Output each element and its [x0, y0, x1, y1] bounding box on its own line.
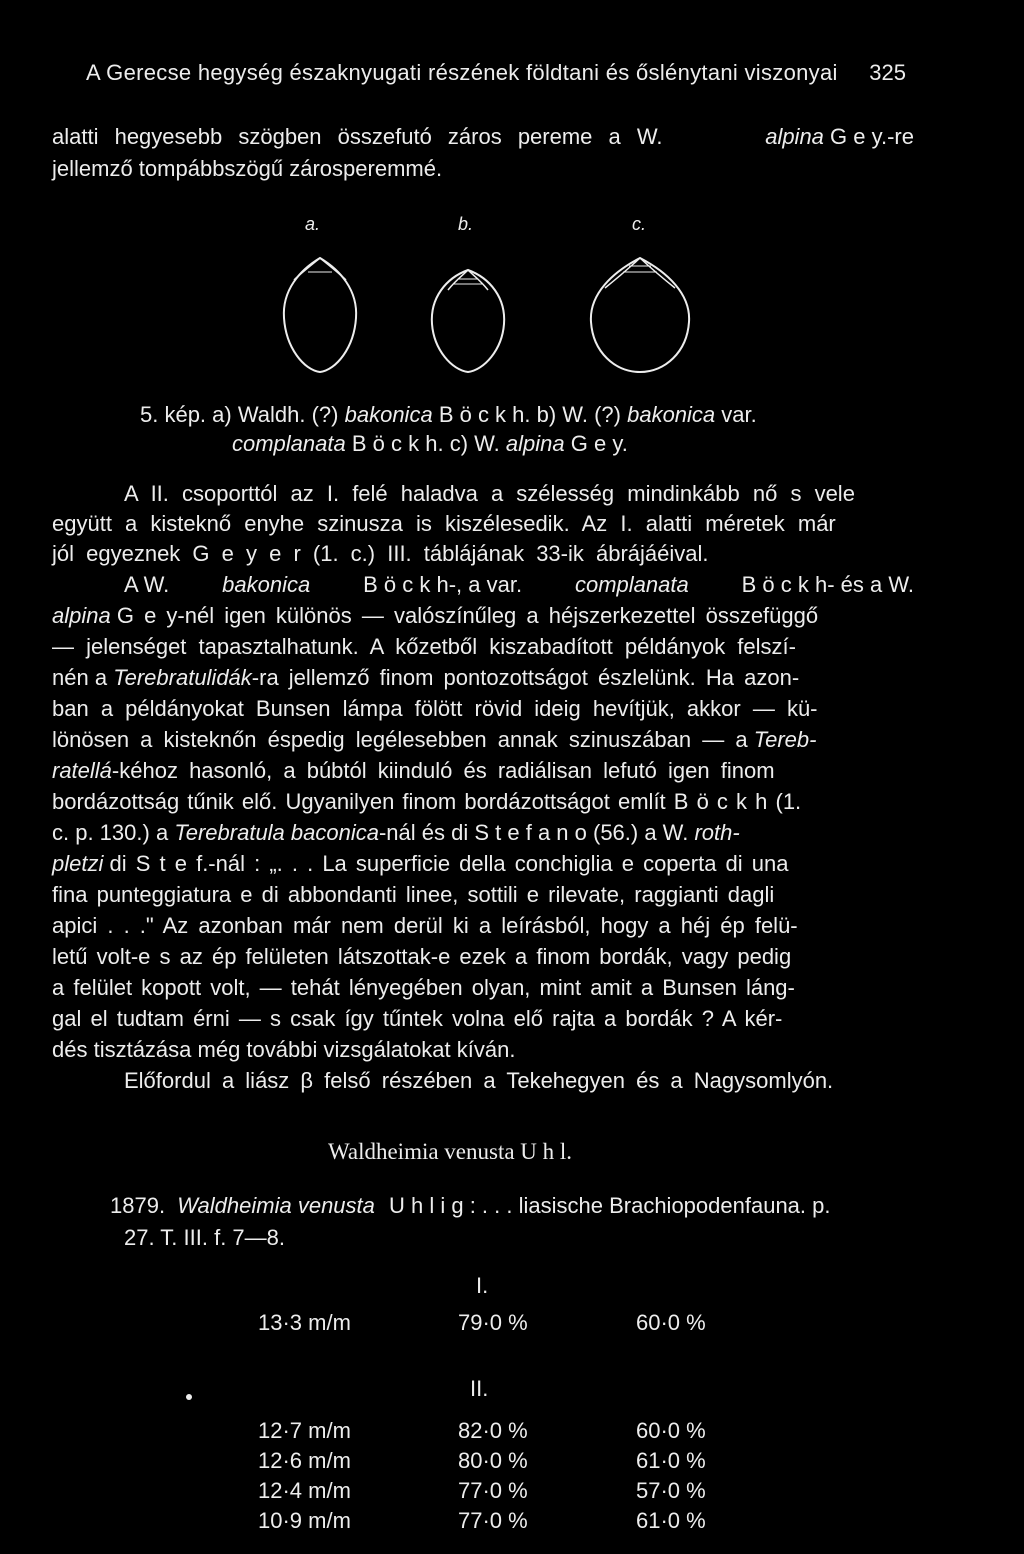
para-text: c. p. 130.) a — [52, 820, 169, 845]
para-italic: roth- — [694, 820, 740, 845]
para1-line-19: dés tisztázása még további vizsgálatokat kíván. — [52, 1037, 516, 1062]
measurement-width-ratio: 77·0 % — [458, 1508, 528, 1533]
para-italic: Tereb- — [753, 727, 817, 752]
caption-text: B ö c k h. c) W. — [351, 431, 500, 456]
intro-line-2: jellemző tompábbszögű zárosperemmé. — [52, 156, 443, 181]
para-text: együtt a kisteknő enyhe szinusza is kiszélesedik. Az I. alatti méretek már — [52, 511, 836, 536]
figure-label-c: c. — [632, 214, 647, 234]
figure — [260, 215, 720, 385]
page-number: 325 — [869, 60, 906, 85]
para-italic: alpina — [52, 603, 111, 628]
measurement-length: 12·6 m/m — [258, 1448, 351, 1473]
running-header — [86, 62, 906, 84]
para-text: A II. csoporttól az I. felé haladva a szélesség mindinkább nő s vele — [124, 481, 855, 506]
intro-author: G e y.-re — [830, 124, 914, 149]
para1-line-11: bordázottság tűnik elő. Ugyanilyen finom bordázottságot említ B ö c k h (1. — [52, 789, 802, 814]
para2-line-1: Előfordul a liász β felső részében a Tekehegyen és a Nagysomlyón. — [124, 1068, 834, 1093]
figure-caption-line-2 — [232, 433, 628, 455]
para1-line-10 — [52, 760, 775, 782]
measurement-thickness-ratio: 57·0 % — [636, 1478, 706, 1503]
para-text: A W. — [124, 572, 170, 597]
measurement-length: 12·4 m/m — [258, 1478, 351, 1503]
caption-text: G e y. — [570, 431, 628, 456]
para1-line-5 — [52, 605, 818, 627]
para-italic: pletzi — [52, 851, 104, 876]
para-text: nén a — [52, 665, 108, 690]
para1-line-18: gal el tudtam érni — s csak így tűntek volna elő rajta a bordák ? A kér- — [52, 1006, 783, 1031]
measurement-group-2-label: II. — [470, 1376, 489, 1401]
para1-line-15: apici . . ." Az azonban már nem derül ki a leírásból, hogy a héj ép felü- — [52, 913, 798, 938]
para1-line-16: letű volt-e s az ép felületen látszottak-e ezek a finom bordák, vagy pedig — [52, 944, 792, 969]
para-text: B ö c k h-, a var. — [363, 572, 523, 597]
measurement-thickness-ratio: 61·0 % — [636, 1448, 706, 1473]
para1-line-7 — [52, 667, 799, 689]
para1-line-9 — [52, 729, 816, 751]
para-italic: ratellá — [52, 758, 112, 783]
measurement-length: 13·3 m/m — [258, 1310, 351, 1335]
intro-italic: alpina — [765, 124, 824, 149]
para-text: -kéhoz hasonló, a búbtól kiinduló és radiálisan lefutó igen finom — [111, 758, 775, 783]
para1-line-4 — [124, 574, 914, 604]
measurement-group-1-label: I. — [476, 1273, 489, 1298]
para1-line-12 — [52, 822, 740, 844]
measurement-thickness-ratio: 60·0 % — [636, 1310, 706, 1335]
intro-text: alatti hegyesebb szögben összefutó záros pereme a W. — [52, 124, 663, 149]
caption-italic: complanata — [232, 431, 346, 456]
para-text: -ra jellemző finom pontozottságot észlelünk. Ha azon- — [251, 665, 800, 690]
caption-italic: alpina — [505, 431, 565, 456]
figure-label-a: a. — [305, 214, 321, 234]
para1-line-6: — jelenséget tapasztalhatunk. A kőzetből kiszabadított példányok felszí- — [52, 634, 796, 659]
caption-text: B ö c k h. b) W. (?) — [438, 402, 621, 427]
measurement-width-ratio: 82·0 % — [458, 1418, 528, 1443]
para-text: B ö c k h- és a W. — [741, 572, 914, 597]
para-text: G e y-nél igen különös — valószínűleg a héjszerkezettel összefüggő — [116, 603, 819, 628]
shell-outline-a — [270, 250, 370, 380]
stray-dot — [186, 1394, 192, 1400]
caption-italic: bakonica — [627, 402, 716, 427]
reference-year: 1879. — [110, 1193, 166, 1218]
para-italic: Terebratulidák — [113, 665, 252, 690]
para1-line-8: ban a példányokat Bunsen lámpa fölött rövid ideig hevítjük, akkor — kü- — [52, 696, 818, 721]
measurement-width-ratio: 77·0 % — [458, 1478, 528, 1503]
species-heading: Waldheimia venusta U h l. — [328, 1139, 573, 1164]
species-reference-line-1 — [110, 1195, 831, 1217]
para-italic: Terebratula baconica — [174, 820, 379, 845]
para-italic: bakonica — [222, 572, 311, 597]
intro-line-1 — [52, 126, 914, 156]
shell-outline-b — [418, 250, 518, 380]
measurement-thickness-ratio: 61·0 % — [636, 1508, 706, 1533]
figure-caption-line-1 — [140, 404, 757, 426]
para1-line-13 — [52, 853, 789, 875]
species-reference-line-2: 27. T. III. f. 7—8. — [124, 1225, 286, 1250]
reference-text: U h l i g : . . . liasische Brachiopodenfauna. p. — [389, 1193, 831, 1218]
caption-text: var. — [721, 402, 757, 427]
para-text: -nál és di S t e f a n o (56.) a W. — [378, 820, 689, 845]
measurement-length: 10·9 m/m — [258, 1508, 351, 1533]
para-text: di S t e f.-nál : „. . . La superficie della conchiglia e coperta di una — [109, 851, 789, 876]
caption-italic: bakonica — [344, 402, 433, 427]
para1-line-1 — [124, 483, 914, 513]
running-title: A Gerecse hegység északnyugati részének földtani és őslénytani viszonyai — [86, 60, 838, 85]
para1-line-17: a felület kopott volt, — tehát lényegében olyan, mint amit a Bunsen láng- — [52, 975, 795, 1000]
shell-outline-c — [575, 250, 705, 380]
para1-line-14: fina punteggiatura e di abbondanti linee, sottili e rilevate, raggianti dagli — [52, 882, 775, 907]
caption-text: 5. kép. a) Waldh. (?) — [140, 402, 339, 427]
para-italic: complanata — [574, 572, 689, 597]
measurement-length: 12·7 m/m — [258, 1418, 351, 1443]
measurement-thickness-ratio: 60·0 % — [636, 1418, 706, 1443]
para-text: lönösen a kisteknőn éspedig legélesebben annak szinuszában — a — [52, 727, 748, 752]
para1-line-3: jól egyeznek G e y e r (1. c.) III. táblájának 33-ik ábrájáéival. — [52, 541, 709, 566]
measurement-width-ratio: 80·0 % — [458, 1448, 528, 1473]
figure-label-b: b. — [458, 214, 474, 234]
para1-line-2 — [52, 513, 914, 543]
measurement-width-ratio: 79·0 % — [458, 1310, 528, 1335]
reference-name: Waldheimia venusta — [177, 1193, 375, 1218]
